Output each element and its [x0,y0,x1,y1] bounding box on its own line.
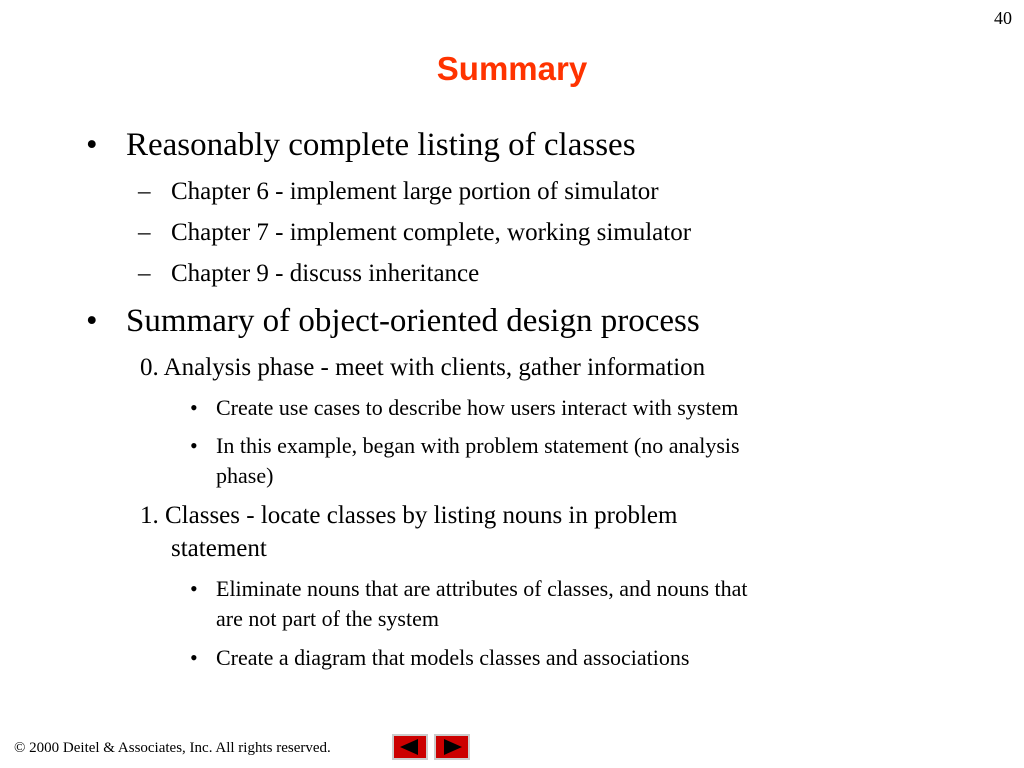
bullet-marker: • [86,303,98,339]
subitem-chapter-7: Chapter 7 - implement complete, working simulator [171,219,692,246]
previous-slide-button[interactable] [392,734,428,760]
copyright-symbol: © [14,740,26,756]
slide-title: Summary [436,50,588,87]
bullet-text-ood-process: Summary of object-oriented design process [126,303,700,339]
next-slide-button[interactable] [434,734,470,760]
phase-0-item-example-line2: phase) [216,463,274,488]
copyright-text: 2000 Deitel & Associates, Inc. All rights reserved. [29,740,331,756]
phase-1-item-eliminate-line2: are not part of the system [216,606,439,631]
subitem-chapter-9: Chapter 9 - discuss inheritance [171,260,480,287]
subitem-chapter-6: Chapter 6 - implement large portion of simulator [171,178,659,205]
phase-1-heading-line2: statement [171,535,267,562]
phase-1-item-eliminate-line1: Eliminate nouns that are attributes of classes, and nouns that [216,576,748,601]
small-bullet-marker: • [190,645,198,670]
footer-copyright [14,740,331,757]
small-bullet-marker: • [190,576,198,601]
bullet-text-classes-listing: Reasonably complete listing of classes [126,127,636,163]
page-number: 40 [994,8,1012,28]
dash-marker: – [138,260,151,287]
dash-marker: – [138,178,151,205]
dash-marker: – [138,219,151,246]
right-arrow-icon [436,736,468,758]
small-bullet-marker: • [190,433,198,458]
phase-0-item-use-cases: Create use cases to describe how users interact with system [216,395,739,420]
phase-0-item-example-line1: In this example, began with problem statement (no analysis [216,433,740,458]
bullet-marker: • [86,127,98,163]
phase-1-heading-line1: 1. Classes - locate classes by listing nouns in problem [140,502,678,529]
small-bullet-marker: • [190,395,198,420]
phase-1-item-diagram: Create a diagram that models classes and associations [216,645,690,670]
left-arrow-icon [394,736,426,758]
phase-0-heading: 0. Analysis phase - meet with clients, gather information [140,354,706,381]
